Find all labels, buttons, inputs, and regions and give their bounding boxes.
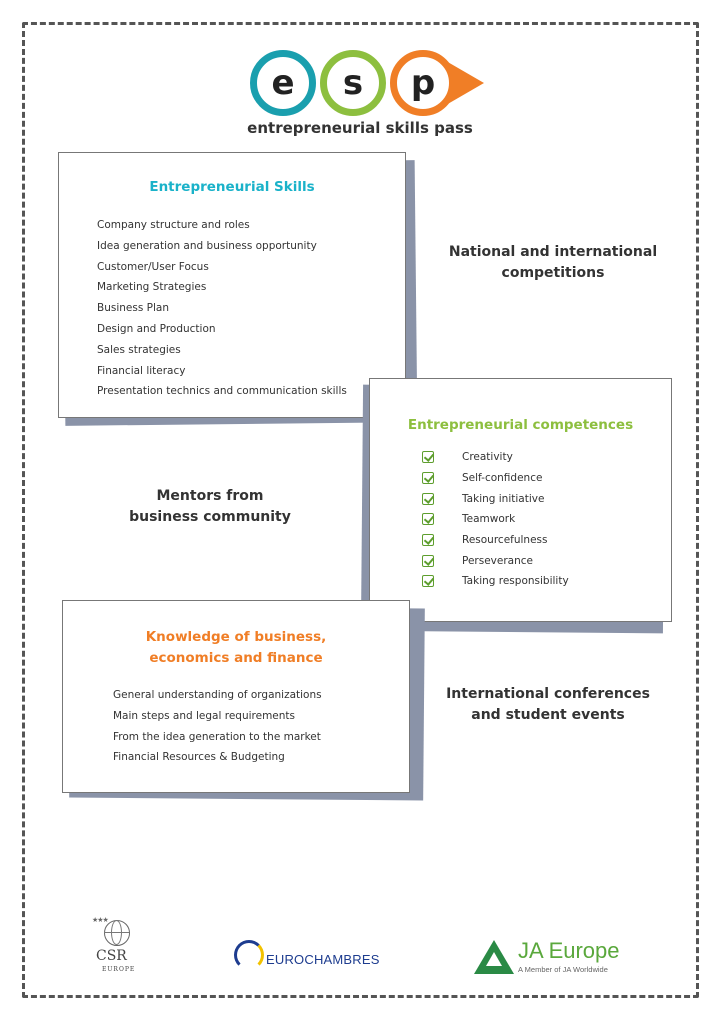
mentors-note: [118, 486, 302, 528]
checkbox-checked-icon: [422, 451, 434, 463]
logo-letter-e: e: [250, 50, 316, 116]
knowledge-card-title: [63, 627, 409, 669]
mentors-line-2: business community: [129, 509, 291, 525]
csr-logo-text: CSR: [96, 948, 127, 964]
knowledge-title-line-1: Knowledge of business,: [145, 629, 327, 645]
list-item: Customer/User Focus: [97, 260, 209, 273]
skills-list: [97, 215, 347, 402]
list-item: Company structure and roles: [97, 219, 250, 231]
esp-logo: [250, 50, 490, 120]
stars-icon: ★★★: [92, 916, 108, 924]
list-item: [422, 571, 569, 592]
list-item: Sales strategies: [97, 343, 181, 356]
list-item: [422, 468, 569, 489]
checkbox-checked-icon: [422, 534, 434, 546]
logo-letter-p: p: [390, 50, 456, 116]
list-item: General understanding of organizations: [113, 689, 322, 701]
checkbox-checked-icon: [422, 575, 434, 587]
ja-mountain-inner-icon: [486, 952, 502, 966]
skills-card-title: Entrepreneurial Skills: [149, 179, 315, 195]
list-item: Idea generation and business opportunity: [97, 239, 317, 252]
checkbox-checked-icon: [422, 513, 434, 525]
eurochambres-swirl-icon: [234, 940, 264, 970]
list-item: [422, 447, 569, 468]
list-item: Marketing Strategies: [97, 281, 207, 294]
ja-logo-text: JA Europe: [518, 938, 620, 963]
list-item: Main steps and legal requirements: [113, 709, 296, 722]
knowledge-card: [62, 600, 410, 793]
competence-label: Resourcefulness: [462, 534, 548, 547]
list-item: Design and Production: [97, 322, 216, 335]
ja-logo-subtext: A Member of JA Worldwide: [518, 965, 608, 974]
checkbox-checked-icon: [422, 493, 434, 505]
ja-europe-logo: [472, 938, 632, 978]
competitions-note: [443, 242, 663, 284]
competitions-line-2: competitions: [501, 265, 605, 281]
competence-label: Taking responsibility: [462, 575, 569, 588]
competence-label: Taking initiative: [462, 492, 545, 505]
competence-label: Self-confidence: [462, 472, 543, 485]
competence-label: Creativity: [462, 451, 513, 464]
mentors-line-1: Mentors from: [156, 488, 264, 504]
list-item: Business Plan: [97, 302, 169, 315]
list-item: [422, 550, 569, 571]
list-item: Presentation technics and communication skills: [97, 385, 347, 398]
competence-label: Perseverance: [462, 554, 533, 567]
list-item: [422, 488, 569, 509]
conferences-line-1: International conferences: [446, 686, 650, 702]
checkbox-checked-icon: [422, 472, 434, 484]
list-item: From the idea generation to the market: [113, 730, 321, 743]
csr-europe-logo: [92, 916, 148, 976]
knowledge-list: [113, 685, 322, 768]
list-item: [422, 509, 569, 530]
list-item: [422, 530, 569, 551]
competences-card-title: Entrepreneurial competences: [407, 417, 634, 433]
logo-letter-s: s: [320, 50, 386, 116]
eurochambres-logo: [232, 938, 382, 974]
conferences-line-2: and student events: [471, 707, 625, 723]
list-item: Financial literacy: [97, 364, 186, 377]
competences-list: [422, 447, 569, 592]
competitions-line-1: National and international: [448, 244, 658, 260]
conferences-note: [438, 684, 658, 726]
knowledge-title-line-2: economics and finance: [149, 650, 323, 666]
competences-card: [369, 378, 672, 622]
logo-tagline: entrepreneurial skills pass: [247, 119, 473, 137]
eurochambres-logo-text: EUROCHAMBRES: [266, 952, 380, 967]
checkbox-checked-icon: [422, 555, 434, 567]
csr-logo-subtext: EUROPE: [102, 966, 136, 973]
skills-card: [58, 152, 406, 418]
list-item: Financial Resources & Budgeting: [113, 751, 285, 764]
competence-label: Teamwork: [462, 513, 516, 526]
globe-icon: [104, 920, 130, 946]
